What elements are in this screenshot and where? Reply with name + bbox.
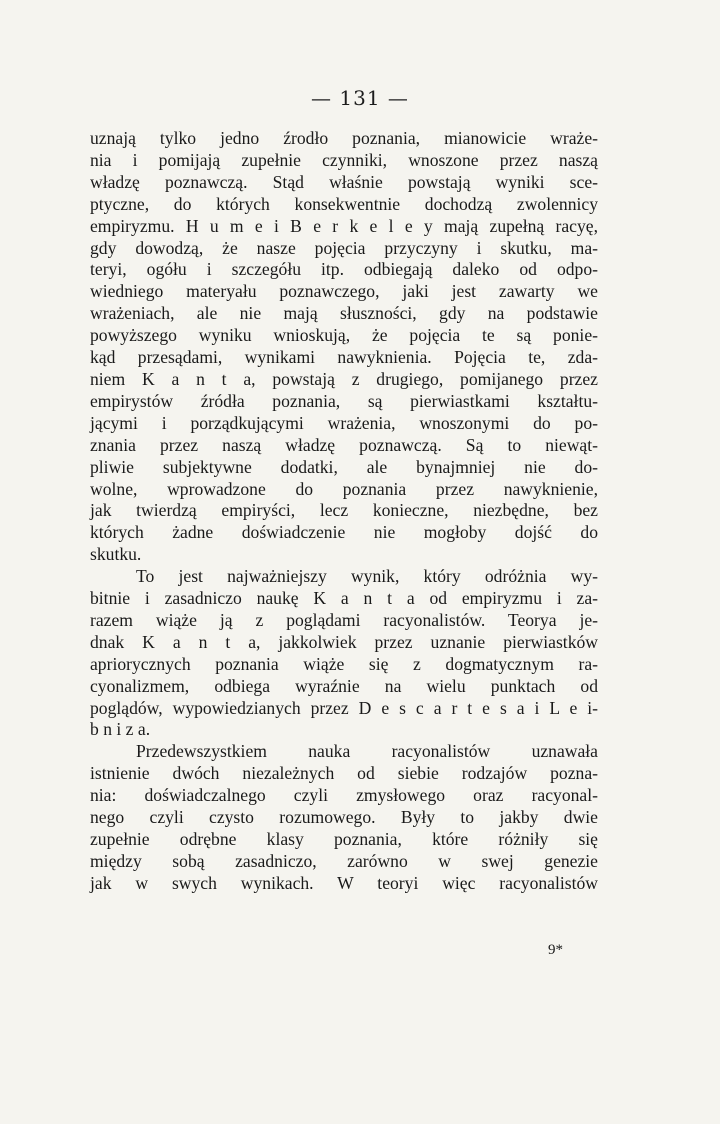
- text-line: poglądów, wypowiedzianych przez D e s c a r t e s a i L e i-: [90, 697, 598, 718]
- text-line: cyonalizmem, odbiega wyraźnie na wielu punktach od: [90, 675, 598, 696]
- text-line: wiedniego materyału poznawczego, jaki jest zawarty we: [90, 281, 598, 302]
- body-text: [90, 128, 598, 895]
- text-line: teryi, ogółu i szczegółu itp. odbiegają daleko od odpo-: [90, 259, 598, 280]
- text-line: dnak K a n t a, jakkolwiek przez uznanie pierwiastków: [90, 631, 598, 652]
- text-line: skutku.: [90, 544, 142, 565]
- text-line: których żadne doświadczenie nie mogłoby dojść do: [90, 522, 598, 543]
- text-line: między sobą zasadniczo, zarówno w swej genezie: [90, 850, 598, 871]
- text-line: znania przez naszą władzę poznawczą. Są to niewąt-: [90, 434, 598, 455]
- text-line: wolne, wprowadzone do poznania przez nawyknienie,: [90, 478, 598, 499]
- text-line: jak twierdzą empiryści, lecz konieczne, niezbędne, bez: [90, 500, 598, 521]
- text-line: niem K a n t a, powstają z drugiego, pomijanego przez: [90, 368, 598, 389]
- text-line: nia: doświadczalnego czyli zmysłowego oraz racyonal-: [90, 785, 598, 806]
- text-line: empirystów źródła poznania, są pierwiastkami kształtu-: [90, 390, 598, 411]
- text-line: nia i pomijają zupełnie czynniki, wnoszone przez naszą: [90, 149, 598, 170]
- page-number: — 131 —: [311, 86, 409, 110]
- text-line: To jest najważniejszy wynik, który odróżnia wy-: [136, 566, 598, 587]
- text-line: nego czyli czysto rozumowego. Były to jakby dwie: [90, 807, 598, 828]
- text-line: wrażeniach, ale nie mają słuszności, gdy na podstawie: [90, 303, 598, 324]
- text-line: ptyczne, do których konsekwentnie dochodzą zwolennicy: [90, 193, 598, 214]
- text-line: jącymi i porządkującymi wrażenia, wnoszonymi do po-: [90, 412, 598, 433]
- text-line: jak w swych wynikach. W teoryi więc racyonalistów: [90, 872, 598, 893]
- text-line: empiryzmu. H u m e i B e r k e l e y mają zupełną racyę,: [90, 215, 598, 236]
- text-line: pliwie subjektywne dodatki, ale bynajmniej nie do-: [90, 456, 598, 477]
- text-line: kąd przesądami, wynikami nawyknienia. Pojęcia te, zda-: [90, 347, 598, 368]
- text-line: powyższego wyniku wnioskują, że pojęcia te są ponie-: [90, 325, 598, 346]
- text-line: władzę poznawczą. Stąd właśnie powstają wyniki sce-: [90, 171, 598, 192]
- text-line: Przedewszystkiem nauka racyonalistów uznawała: [136, 741, 598, 762]
- text-line: b n i z a.: [90, 719, 151, 740]
- text-line: zupełnie odrębne klasy poznania, które różniły się: [90, 829, 598, 849]
- text-line: razem wiąże ją z poglądami racyonalistów. Teorya je-: [90, 609, 598, 630]
- text-line: gdy dowodzą, że nasze pojęcia przyczyny i skutku, ma-: [90, 237, 598, 258]
- text-line: istnienie dwóch niezależnych od siebie rodzajów pozna-: [90, 763, 598, 784]
- text-line: uznają tylko jedno źrodło poznania, mianowicie wraże-: [90, 128, 598, 148]
- text-line: bitnie i zasadniczo naukę K a n t a od empiryzmu i za-: [90, 588, 598, 609]
- text-line: apriorycznych poznania wiąże się z dogmatycznym ra-: [90, 653, 598, 674]
- signature-mark: 9*: [548, 942, 563, 958]
